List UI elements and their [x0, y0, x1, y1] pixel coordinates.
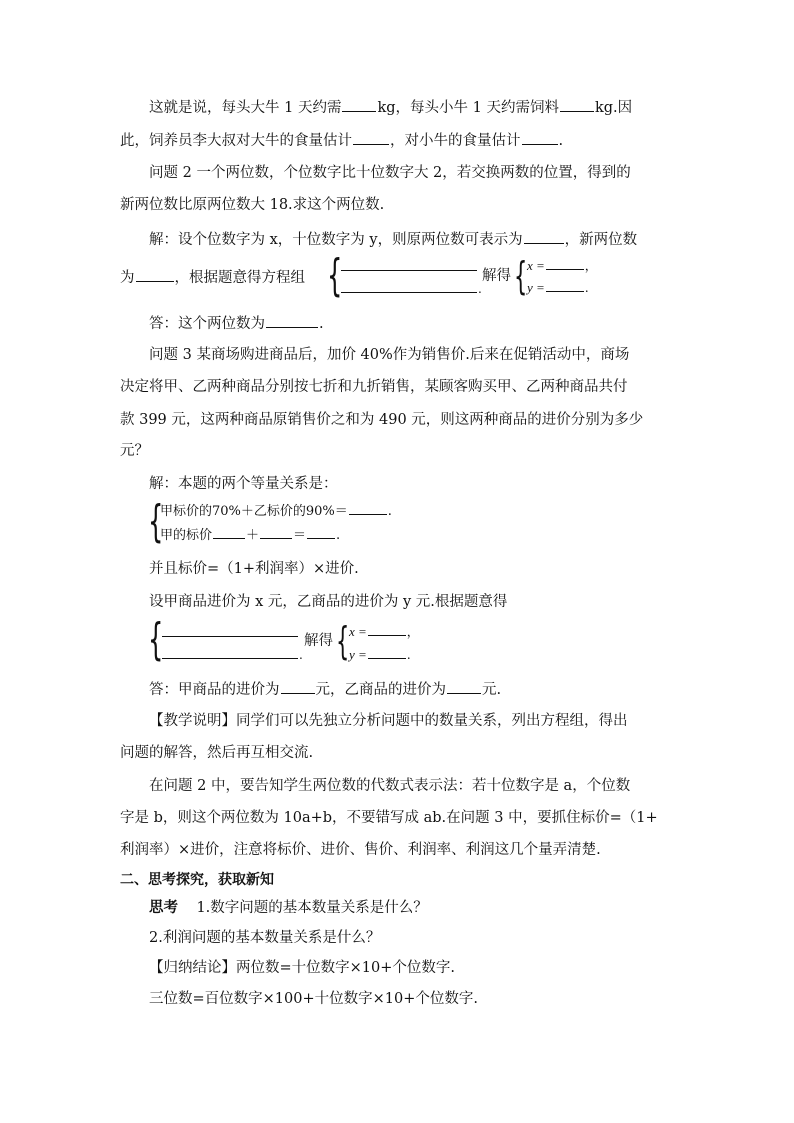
text: 解：设个位数字为 x，十位数字为 y，则原两位数可表示为	[149, 232, 523, 248]
solution3-setup: 设甲商品进价为 x 元，乙商品的进价为 y 元.根据题意得	[149, 594, 508, 610]
answer-blank[interactable]	[281, 678, 315, 694]
text: .	[336, 528, 341, 543]
answer-blank[interactable]	[353, 129, 389, 145]
text: 元，乙商品的进价为	[315, 682, 446, 698]
solution2-line1	[149, 228, 637, 250]
think-label: 思考	[149, 899, 178, 916]
text: 答：甲商品的进价为	[149, 682, 280, 698]
text: .	[319, 316, 324, 332]
left-brace-icon: {	[514, 254, 528, 298]
left-brace-icon: {	[327, 250, 343, 301]
answer2	[149, 312, 324, 334]
text: .	[558, 133, 564, 149]
text: 为	[120, 270, 135, 286]
answer-blank[interactable]	[213, 526, 245, 539]
period: .	[406, 647, 411, 662]
left-brace-icon: {	[148, 614, 164, 665]
answer-blank[interactable]	[307, 526, 335, 539]
teaching-note-line1: 【教学说明】同学们可以先独立分析问题中的数量关系，列出方程组，得出	[149, 713, 628, 729]
teaching-note-line3: 在问题 2 中，要告知学生两位数的代数式表示法：若十位数字是 a，个位数	[149, 778, 631, 794]
conclusion-line1: 【归纳结论】两位数=十位数字×10+个位数字.	[149, 960, 456, 976]
text: ，根据题意得方程组	[174, 270, 305, 286]
period: .	[299, 648, 303, 662]
section-heading: 二、思考探究，获取新知	[120, 872, 274, 888]
para1-line1	[149, 96, 632, 118]
text: 甲的标价	[160, 528, 213, 543]
equality-system-3	[148, 496, 448, 547]
solution3-intro: 解：本题的两个等量关系是：	[149, 476, 338, 492]
y-equals: y =	[527, 280, 545, 295]
solution-y-row	[527, 279, 589, 296]
question3-line1: 问题 3 某商场购进商品后，加价 40%作为销售价.后来在促销活动中，商场	[149, 347, 630, 363]
text: kg.因	[594, 100, 633, 116]
answer3	[149, 678, 501, 700]
equation-blank-2[interactable]	[341, 292, 477, 293]
question3-line2: 决定将甲、乙两种商品分别按七折和九折销售，某顾客购买甲、乙两种商品共付	[120, 379, 628, 395]
comma: ，	[406, 624, 420, 639]
answer-blank[interactable]	[342, 96, 376, 112]
solution-x-row	[527, 257, 597, 274]
solution-x-row	[349, 623, 419, 640]
equation-blank-2[interactable]	[162, 658, 298, 659]
think-line1	[149, 898, 428, 918]
answer-blank[interactable]	[522, 129, 558, 145]
answer-blank[interactable]	[546, 257, 584, 270]
question2-line1: 问题 2 一个两位数，个位数字比十位数字大 2，若交换两数的位置，得到的	[149, 165, 631, 181]
question3-line3: 款 399 元，这两种商品原销售价之和为 490 元，则这两种商品的进价分别为多少	[120, 412, 644, 428]
answer-blank[interactable]	[560, 96, 594, 112]
text: 此，饲养员李大叔对大牛的食量估计	[120, 133, 352, 149]
text: ，新两位数	[564, 232, 638, 248]
comma: ，	[584, 258, 598, 273]
solve-label: 解得	[304, 633, 333, 649]
equation-system-3	[148, 614, 448, 665]
equality-row-2	[160, 526, 340, 544]
question2-line2: 新两位数比原两位数大 18.求这个两位数.	[120, 197, 385, 213]
answer-blank[interactable]	[368, 646, 406, 659]
price-note: 并且标价=（1+利润率）×进价.	[149, 561, 359, 577]
text: 元.	[482, 682, 502, 698]
solution2-line2	[120, 266, 305, 288]
text: 1.数字问题的基本数量关系是什么？	[196, 900, 428, 916]
answer-blank[interactable]	[447, 678, 481, 694]
solve-label: 解得	[482, 268, 511, 284]
x-equals: x =	[349, 624, 367, 639]
answer-blank[interactable]	[136, 266, 174, 282]
text: ＝	[293, 528, 307, 543]
text: 这就是说，每头大牛 1 天约需	[149, 100, 342, 116]
y-equals: y =	[349, 647, 367, 662]
equation-blank-1[interactable]	[341, 270, 477, 271]
text: .	[387, 504, 392, 519]
conclusion-line2: 三位数=百位数字×100+十位数字×10+个位数字.	[149, 991, 478, 1007]
equation-system-2	[327, 250, 617, 301]
answer-blank[interactable]	[266, 312, 318, 328]
equation-blank-1[interactable]	[162, 636, 298, 637]
equality-row-1	[160, 502, 392, 520]
x-equals: x =	[527, 258, 545, 273]
text: 甲标价的70%＋乙标价的90%＝	[160, 504, 348, 519]
text: ＋	[246, 528, 260, 543]
answer-blank[interactable]	[524, 228, 564, 244]
period: .	[478, 282, 482, 296]
answer-blank[interactable]	[349, 502, 387, 515]
teaching-note-line4: 字是 b，则这个两位数为 10a+b，不要错写成 ab.在问题 3 中，要抓住标价=（1+	[120, 810, 658, 826]
text: 答：这个两位数为	[149, 316, 265, 332]
think-line2: 2.利润问题的基本数量关系是什么？	[149, 930, 381, 946]
para1-line2	[120, 129, 563, 151]
left-brace-icon: {	[336, 619, 350, 663]
period: .	[584, 280, 589, 295]
question3-line4: 元？	[120, 443, 149, 459]
solution-y-row	[349, 646, 411, 663]
text: kg，每头小牛 1 天约需饲料	[377, 100, 559, 116]
text: ，对小牛的食量估计	[390, 133, 521, 149]
answer-blank[interactable]	[260, 526, 292, 539]
teaching-note-line2: 问题的解答，然后再互相交流.	[120, 745, 314, 761]
answer-blank[interactable]	[546, 279, 584, 292]
answer-blank[interactable]	[368, 623, 406, 636]
left-brace-icon: {	[148, 496, 164, 547]
teaching-note-line5: 利润率）×进价，注意将标价、进价、售价、利润率、利润这几个量弄清楚.	[120, 842, 601, 858]
